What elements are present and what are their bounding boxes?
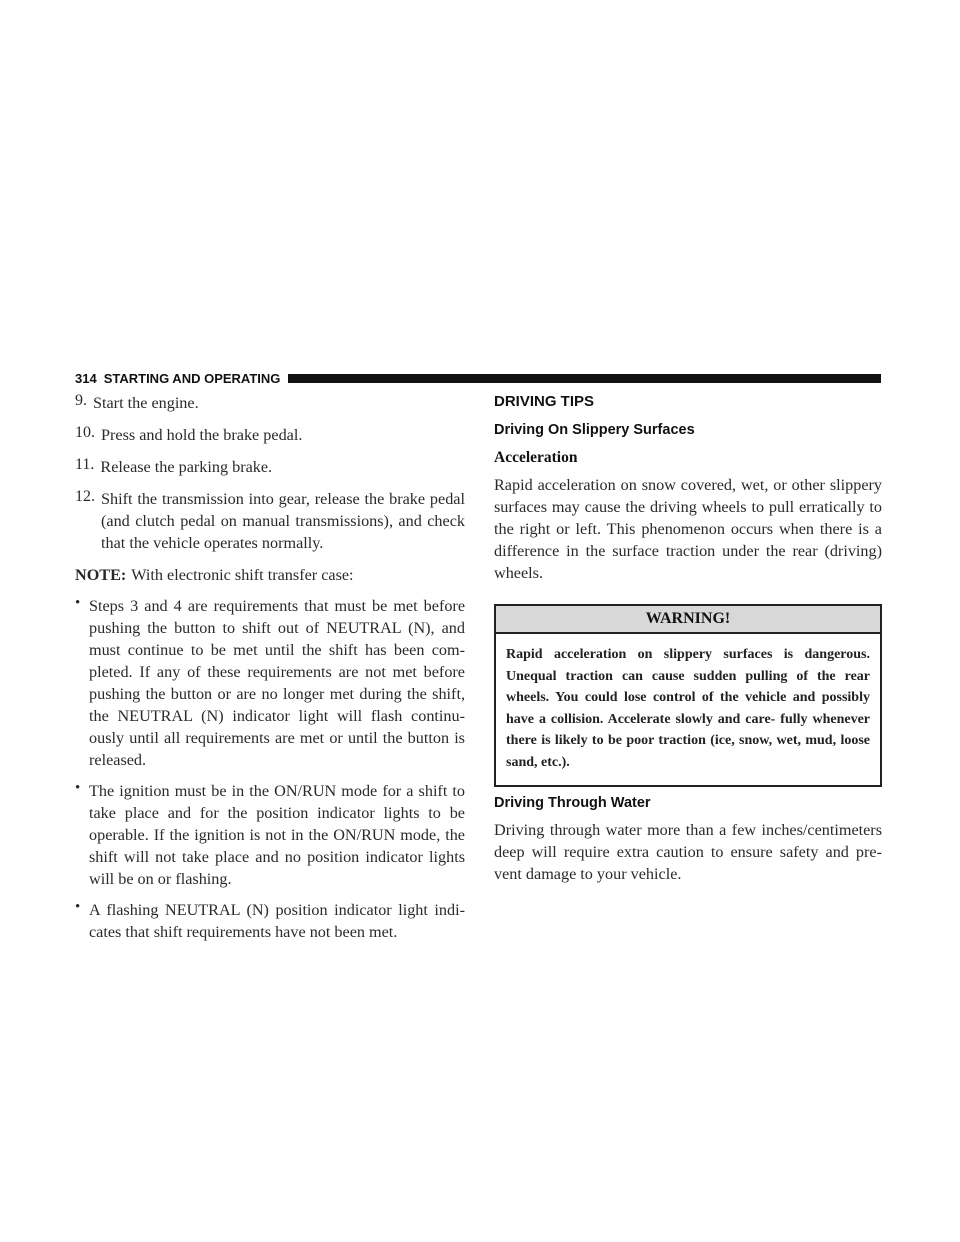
step-item (75, 392, 465, 414)
bullet-text: A flashing NEUTRAL (N) position indicator light indi- cates that shift requirements have not been met. (89, 901, 465, 941)
water-paragraph: Driving through water more than a few inches/centimeters deep will require extra caution to ensure safety and pre- vent damage to your vehicle. (494, 821, 882, 883)
right-column (494, 390, 882, 885)
note-paragraph (75, 564, 465, 586)
page-header (75, 370, 881, 386)
step-number: 12. (75, 488, 95, 505)
section-heading: DRIVING TIPS (494, 393, 595, 410)
note-text: With electronic shift transfer case: (131, 566, 354, 584)
section-title: STARTING AND OPERATING (103, 370, 281, 386)
bullet-item (75, 899, 465, 943)
step-text: Shift the transmission into gear, release the brake pedal (and clutch pedal on manual transmissions), and check that the vehicle operates normally. (101, 490, 465, 552)
page-number: 314 (75, 370, 97, 386)
step-number: 11. (75, 456, 95, 473)
left-column (75, 390, 465, 943)
bullet-glyph: • (75, 595, 81, 611)
minor-heading-acceleration: Acceleration (494, 449, 578, 466)
step-text: Release the parking brake. (100, 458, 273, 476)
step-text: Start the engine. (93, 394, 199, 412)
warning-text: Rapid acceleration on slippery surfaces is dangerous. Unequal traction can cause sudden pulling of the rear wheels. You could lose control of the vehicle and possibly have a collision. Accelerate slowly and care- fully whenever there is likely to be poor traction (ice, snow, wet, mud, loose sand, etc.). (506, 647, 870, 770)
subheading-slippery-surfaces: Driving On Slippery Surfaces (494, 422, 695, 438)
step-item (75, 424, 465, 446)
step-text: Press and hold the brake pedal. (101, 426, 303, 444)
warning-box (494, 604, 882, 787)
acceleration-paragraph: Rapid acceleration on snow covered, wet, or other slippery surfaces may cause the driving wheels to pull erratically to the right or left. This phenomenon occurs when there is a difference in the surface traction under the rear (driving) wheels. (494, 476, 882, 582)
step-item (75, 456, 465, 478)
warning-title: WARNING! (496, 606, 880, 634)
step-number: 9. (75, 392, 87, 409)
step-number: 10. (75, 424, 95, 441)
bullet-item (75, 780, 465, 890)
step-item (75, 488, 465, 554)
bullet-glyph: • (75, 780, 81, 796)
bullet-text: Steps 3 and 4 are requirements that must be met before pushing the button to shift out of NEUTRAL (N), and must continue to be met until the shift has been com- pleted. If any of these requirements are not met before pushing the button or are no longer met during the shift, the NEUTRAL (N) indicator light will flash continu- ously until all requirements are met or until the button is released. (89, 597, 465, 769)
bullet-text: The ignition must be in the ON/RUN mode for a shift to take place and for the position indicator lights to be operable. If the ignition is not in the ON/RUN mode, the shift will not take place and no position indicator lights will be on or flashing. (89, 782, 465, 888)
bullet-item (75, 595, 465, 771)
header-rule (288, 374, 881, 383)
note-label: NOTE: (75, 566, 127, 584)
subheading-driving-through-water: Driving Through Water (494, 795, 651, 811)
bullet-glyph: • (75, 899, 81, 915)
